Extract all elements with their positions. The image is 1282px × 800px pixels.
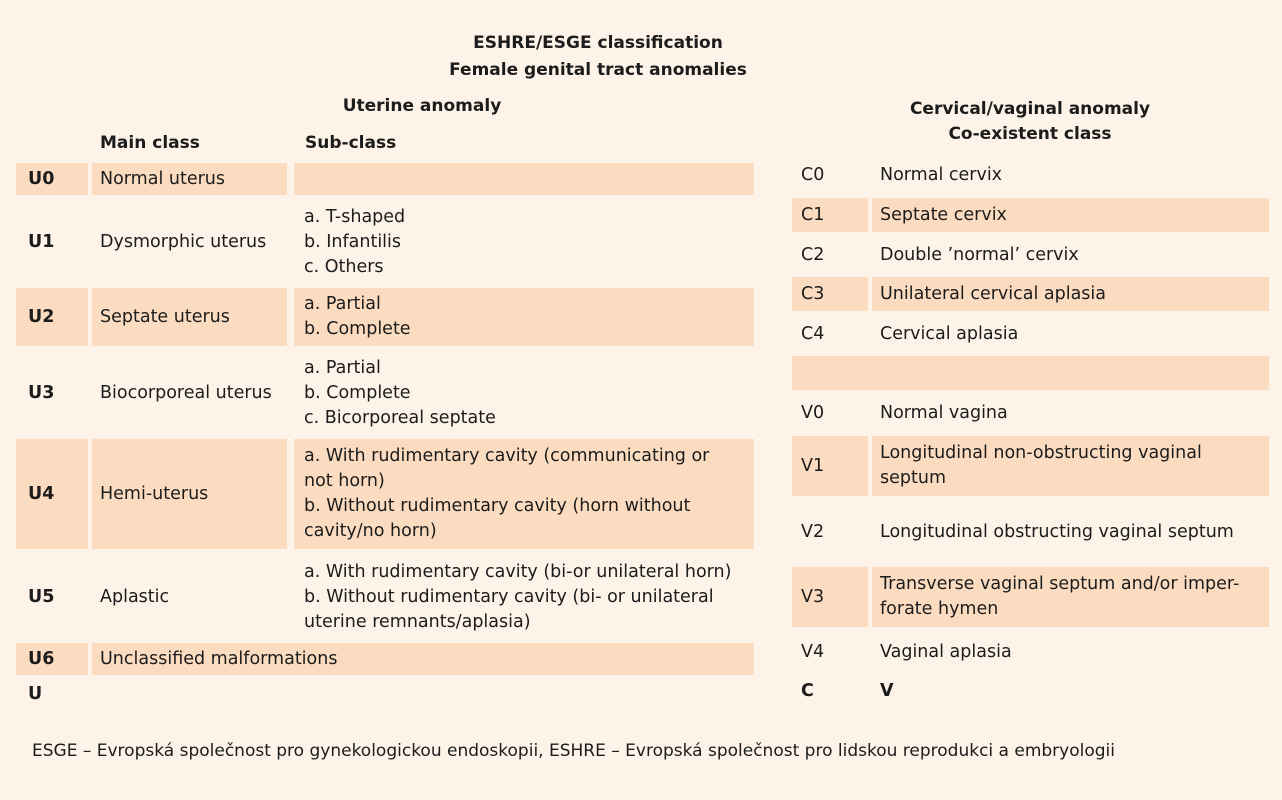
cervical-vaginal-heading	[880, 97, 1180, 147]
sub-class-item: a. T-shaped	[304, 206, 406, 227]
uterine-sub-class	[294, 163, 754, 195]
vaginal-name: Vaginal aplasia	[880, 641, 1012, 662]
cervical-footer-code: C	[801, 680, 814, 701]
sub-class-item: a. With rudimentary cavity (bi-or unilateral horn)	[304, 561, 732, 582]
vaginal-row	[792, 567, 1269, 627]
uterine-row	[16, 439, 754, 549]
cervical-footer-row	[792, 676, 1269, 706]
uterine-main-class: Unclassified malformations	[92, 643, 754, 675]
cervical-row	[792, 159, 1269, 191]
cervical-code: C1	[792, 198, 868, 232]
uterine-row	[16, 353, 754, 433]
cervical-code: C0	[801, 164, 825, 185]
sub-class-item: c. Bicorporeal septate	[304, 407, 496, 428]
uterine-main-class: Biocorporeal uterus	[100, 382, 272, 403]
vaginal-row	[792, 636, 1269, 668]
uterine-row	[16, 203, 754, 281]
uterine-code: U6	[16, 643, 88, 675]
uterine-code: U1	[28, 231, 55, 252]
cervical-row	[792, 198, 1269, 232]
uterine-code: U5	[28, 586, 55, 607]
vaginal-code: V3	[792, 567, 868, 627]
vaginal-name	[872, 567, 1269, 627]
blank-band	[792, 356, 1269, 390]
cervical-row	[792, 277, 1269, 311]
vaginal-name-line: septum	[880, 468, 946, 488]
uterine-main-class: Normal uterus	[92, 163, 287, 195]
uterine-footer-code: U	[28, 683, 43, 704]
vaginal-code: V0	[801, 402, 825, 423]
footnote: ESGE – Evropská společnost pro gynekologickou endoskopii, ESHRE – Evropská společnost pro lidskou reprodukci a embryologii	[32, 741, 1115, 761]
uterine-main-class: Septate uterus	[92, 288, 287, 346]
vaginal-code: V2	[801, 521, 825, 542]
sub-class-item: b. Without rudimentary cavity (bi- or unilateral	[304, 586, 714, 607]
blank-separator-row	[792, 356, 1269, 390]
sub-class-item: b. Without rudimentary cavity (horn without	[304, 496, 691, 516]
vaginal-name-line: forate hymen	[880, 599, 999, 619]
vaginal-row	[792, 436, 1269, 496]
uterine-sub-class	[294, 557, 754, 637]
cervical-heading-line-1: Cervical/vaginal anomaly	[909, 99, 1151, 119]
uterine-row	[16, 163, 754, 195]
cervical-name: Septate cervix	[872, 198, 1269, 232]
uterine-code: U3	[28, 382, 55, 403]
sub-class-item: b. Complete	[304, 382, 411, 403]
vaginal-name-line: Transverse vaginal septum and/or imper-	[880, 574, 1240, 594]
vaginal-row	[792, 516, 1269, 548]
cervical-code: C2	[801, 244, 825, 265]
vaginal-name: Normal vagina	[880, 402, 1008, 423]
cervical-name: Double ’normal’ cervix	[880, 244, 1079, 265]
uterine-sub-class	[294, 353, 754, 433]
table-title	[448, 30, 748, 84]
cervical-row	[792, 239, 1269, 271]
uterine-row	[16, 288, 754, 346]
title-line-2: Female genital tract anomalies	[449, 60, 747, 80]
uterine-sub-class	[294, 439, 754, 549]
cervical-name: Cervical aplasia	[880, 323, 1019, 344]
uterine-sub-class	[294, 288, 754, 346]
sub-class-item: a. Partial	[304, 357, 381, 378]
title-line-1: ESHRE/ESGE classification	[473, 33, 723, 53]
uterine-row	[16, 557, 754, 637]
uterine-code: U2	[16, 288, 88, 346]
uterine-code: U4	[16, 439, 88, 549]
vaginal-name: Longitudinal obstructing vaginal septum	[880, 521, 1234, 542]
sub-class-item: b. Complete	[304, 319, 411, 339]
cervical-heading-line-2: Co-existent class	[948, 124, 1112, 144]
uterine-main-class: Aplastic	[100, 586, 170, 607]
uterine-footer-row	[16, 680, 754, 708]
uterine-anomaly-heading: Uterine anomaly	[342, 96, 502, 116]
cervical-code: C3	[792, 277, 868, 311]
uterine-main-class: Dysmorphic uterus	[100, 231, 267, 252]
cervical-name: Unilateral cervical aplasia	[872, 277, 1269, 311]
cervical-code: C4	[801, 323, 825, 344]
vaginal-code: V1	[792, 436, 868, 496]
vaginal-code: V4	[801, 641, 825, 662]
main-class-header: Main class	[100, 133, 200, 153]
vaginal-name	[872, 436, 1269, 496]
sub-class-header: Sub-class	[305, 133, 397, 153]
sub-class-item: b. Infantilis	[304, 231, 402, 252]
cervical-name: Normal cervix	[880, 164, 1003, 185]
sub-class-item: a. Partial	[304, 294, 381, 314]
vaginal-row	[792, 397, 1269, 429]
cervical-row	[792, 318, 1269, 350]
uterine-main-class: Hemi-uterus	[92, 439, 287, 549]
uterine-sub-class	[294, 203, 754, 281]
vaginal-footer-code: V	[880, 680, 894, 701]
sub-class-item: a. With rudimentary cavity (communicating or	[304, 446, 710, 466]
sub-class-item: c. Others	[304, 256, 384, 277]
sub-class-item: not horn)	[304, 471, 385, 491]
vaginal-name-line: Longitudinal non-obstructing vaginal	[880, 443, 1202, 463]
uterine-row	[16, 643, 754, 675]
sub-class-item: cavity/no horn)	[304, 521, 437, 541]
uterine-code: U0	[16, 163, 88, 195]
sub-class-item: uterine remnants/aplasia)	[304, 611, 531, 632]
